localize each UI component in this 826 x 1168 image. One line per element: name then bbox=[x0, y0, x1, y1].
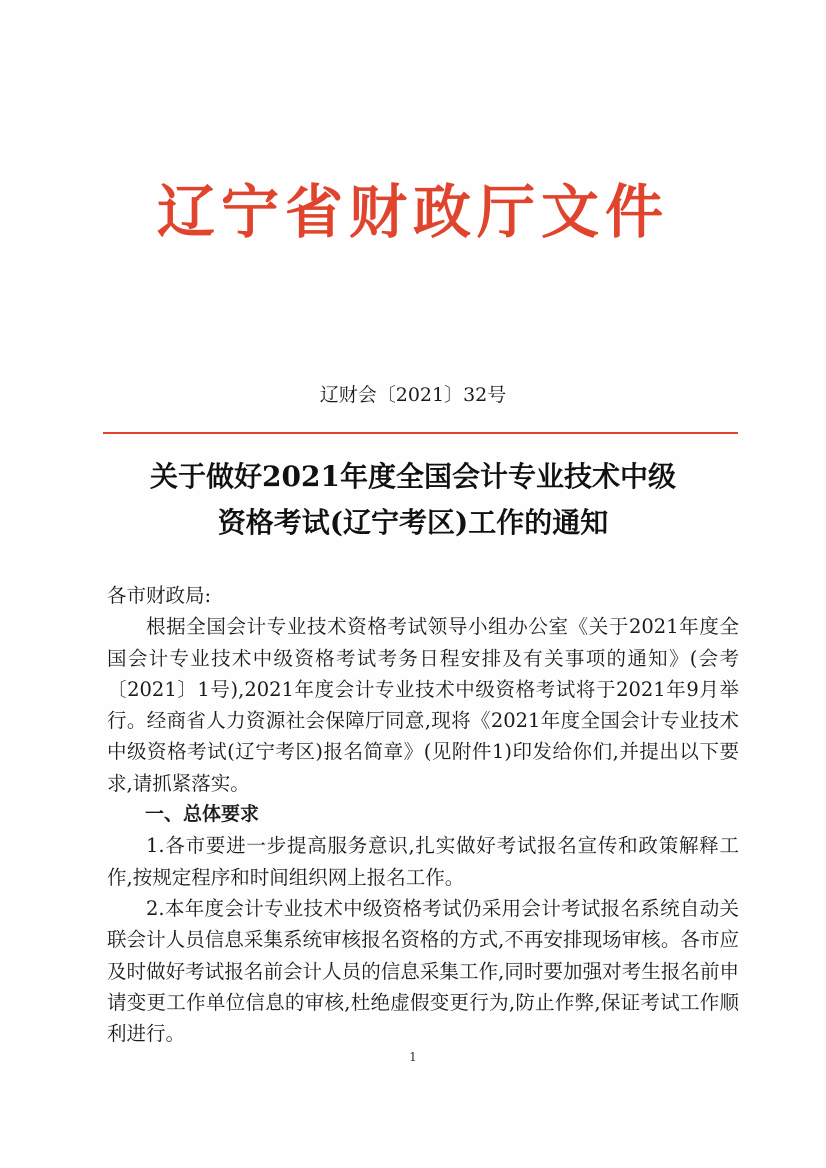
body-text bbox=[107, 580, 739, 1049]
page-number: 1 bbox=[409, 1050, 417, 1064]
section-heading-general-requirements: 一、总体要求 bbox=[145, 803, 260, 826]
document-number: 辽财会〔2021〕32号 bbox=[319, 384, 507, 406]
notice-title-line-1: 关于做好2021年度全国会计专业技术中级 bbox=[150, 460, 676, 493]
notice-title bbox=[0, 454, 826, 546]
header-title: 辽宁省财政厅文件 bbox=[156, 178, 669, 246]
red-divider-line bbox=[103, 432, 738, 434]
salutation: 各市财政局: bbox=[107, 584, 212, 607]
paragraph-intro: 根据全国会计专业技术资格考试领导小组办公室《关于2021年度全国会计专业技术中级资格考试考务日程安排及有关事项的通知》(会考〔2021〕1号),2021年度会计专业技术中级资格考试将于2021年9月举行。经商省人力资源社会保障厅同意,现将《2021年度全国会计专业技术中级资格考试(辽宁考区)报名简章》(见附件1)印发给你们,并提出以下要求,请抓紧落实。 bbox=[107, 615, 739, 795]
list-item-2: 2.本年度会计专业技术中级资格考试仍采用会计考试报名系统自动关联会计人员信息采集系统审核报名资格的方式,不再安排现场审核。各市应及时做好考试报名前会计人员的信息采集工作,同时要加强对考生报名前申请变更工作单位信息的审核,杜绝虚假变更行为,防止作弊,保证考试工作顺利进行。 bbox=[107, 896, 739, 1046]
notice-title-line-2: 资格考试(辽宁考区)工作的通知 bbox=[217, 506, 609, 539]
list-item-1: 1.各市要进一步提高服务意识,扎实做好考试报名宣传和政策解释工作,按规定程序和时间组织网上报名工作。 bbox=[107, 834, 739, 889]
